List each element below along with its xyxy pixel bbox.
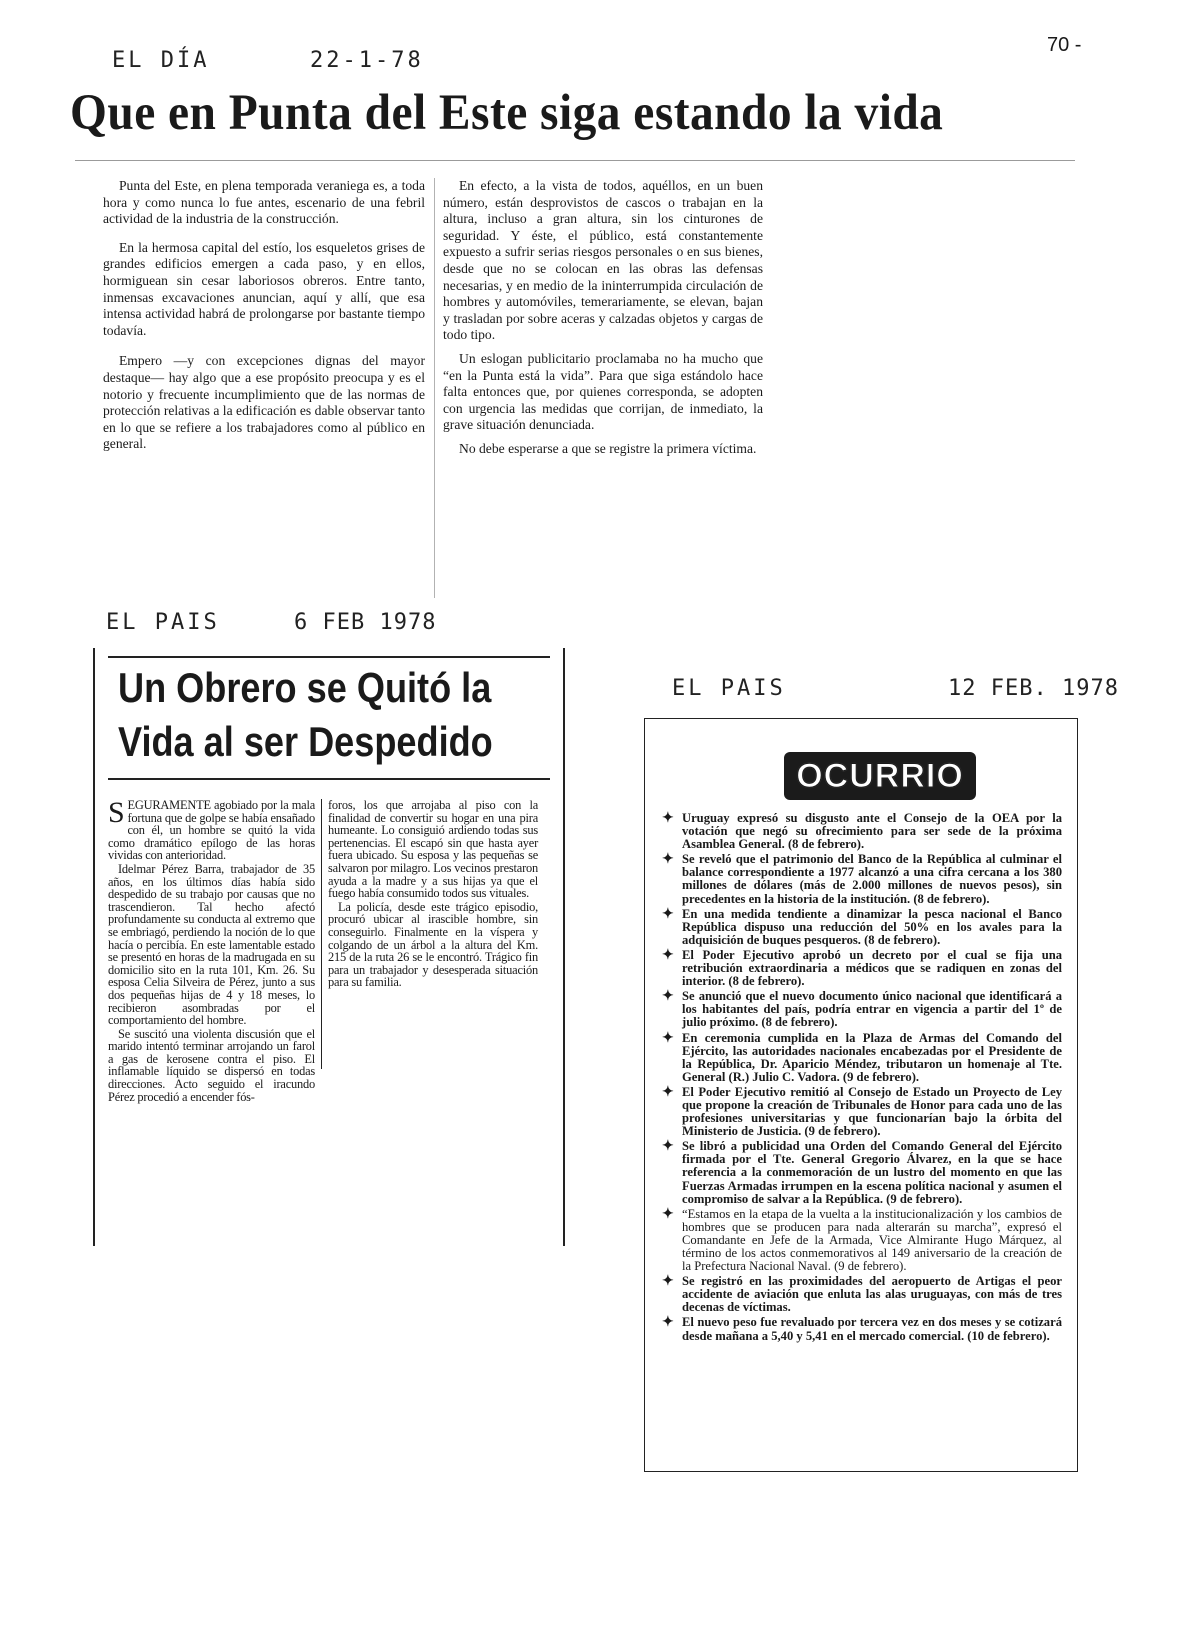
clip1-col1-paragraph: Punta del Este, en plena temporada veraniega es, a toda hora y como nunca lo fue antes, escenario de una febril actividad de la industria de la construcción.: [103, 178, 425, 227]
clip2-column-1: [108, 796, 315, 1104]
cross-bullet-icon: ✦: [662, 1139, 674, 1155]
cross-bullet-icon: ✦: [662, 1030, 674, 1046]
clip2-headline-bottom-rule: [108, 778, 550, 780]
clip3-list: [648, 812, 1062, 1345]
clip2-column-2: [328, 799, 538, 990]
cross-bullet-icon: ✦: [662, 989, 674, 1005]
clip2-lead-paragraph: EGURAMENTE agobiado por la mala fortuna que de golpe se había ensañado con él, un hombre se quitó la vida como dramático epílogo de las horas vividas con anterioridad.: [108, 798, 315, 863]
clip3-title-badge: [784, 752, 976, 800]
clip1-column-divider: [434, 178, 435, 598]
clip3-item: ✦ “Estamos en la etapa de la vuelta a la institucionalización y los cambios de hombres que se producen para nada alterarán su marcha”, expresó el Comandante en Jefe de la Armada, Vice Almirante Hugo Márquez, al término de los actos conmemorativos al 149 aniversario de la creación de la Prefectura Nacional Naval. (9 de febrero).: [662, 1206, 1062, 1274]
clip2-col2-paragraph: foros, los que arrojaba al piso con la finalidad de convertir su hogar en una pira humeante. Lo consiguió ardiendo todas sus pertenencias. El escapó sin que hasta ayer fuera ubicado. Su esposa y las pequeñas se salvaron por milagro. Los vecinos prestaron ayuda a la madre y a sus hijas ya que el fuego había consumido todos sus vituales.: [328, 798, 538, 901]
clip3-item: ✦ El Poder Ejecutivo aprobó un decreto por el cual se fija una retribución extraordinaria a médicos que se radiquen en zonas del interior. (8 de febrero).: [662, 947, 1062, 989]
clip2-source: EL PAIS: [106, 610, 220, 635]
clip2-col1-paragraph: Se suscitó una violenta discusión que el marido intentó terminar arrojando un farol a gas de kerosene contra el piso. El inflamable líquido se dispersó en todas direcciones. Acto seguido el iracundo Pérez procedió a encender fós-: [108, 1026, 315, 1104]
clip1-col2-paragraph: Un eslogan publicitario proclamaba no ha mucho que “en la Punta está la vida”. Para que siga estándolo hace falta entonces que, por quienes corresponda, se adopten con urgencia las medidas que corrijan, de inmediato, la grave situación denunciada.: [443, 350, 763, 433]
clip1-column-2: [443, 178, 763, 465]
clip3-source: EL PAIS: [672, 676, 786, 701]
clip3-date: 12 FEB. 1978: [948, 676, 1119, 701]
cross-bullet-icon: ✦: [662, 1315, 674, 1331]
cross-bullet-icon: ✦: [662, 1206, 674, 1222]
clip2-headline-rule: [108, 656, 550, 658]
cross-bullet-icon: ✦: [662, 1274, 674, 1290]
clip3-item: ✦ En una medida tendiente a dinamizar la pesca nacional el Banco República dispuso una reducción del 50% en los avales para la adquisición de buques pesqueros. (8 de febrero).: [662, 906, 1062, 947]
clip2-headline-line-2: Vida al ser Despedido: [118, 718, 493, 765]
clip2-col1-paragraph: Idelmar Pérez Barra, trabajador de 35 años, en los últimos días había sido despedido de su trabajo por causas que no trascendieron. Tal hecho afectó profundamente su conducta al extremo que se embriagó, perdiendo la noción de lo que hacía o percibía. En este lamentable estado se presentó en horas de la madrugada en su domicilio sito en la ruta 101, Km. 26. Su esposa Celia Silveira de Pérez, junto a sus dos pequeñas hijas de 4 y 18 meses, lo recibieron asombradas por el comportamiento del hombre.: [108, 861, 315, 1028]
cross-bullet-icon: ✦: [662, 947, 674, 963]
clip1-headline: Que en Punta del Este siga estando la vida: [70, 85, 944, 141]
clip3-item: ✦ Se anunció que el nuevo documento único nacional que identificará a los habitantes del país, podría entrar en vigencia a partir del 1º de julio próximo. (8 de febrero).: [662, 989, 1062, 1030]
clip1-column-1: [103, 178, 425, 460]
clip2-date: 6 FEB 1978: [294, 610, 437, 635]
clip1-date: 22-1-78: [310, 48, 424, 73]
clip1-col1-paragraph: Empero —y con excepciones dignas del mayor destaque— hay algo que a ese propósito preocupa y es el notorio y frecuente incumplimiento que de las normas de protección relativas a la edificación es dable observar tanto en lo que se refiere a los trabajadores como al público en general.: [103, 353, 425, 452]
clip1-col2-paragraph: En efecto, a la vista de todos, aquéllos, en un buen número, están desprovistos de cascos o trabajan en la altura, incluso a gran altura, sin los cinturones de seguridad. Y éste, el público, está constantemente expuesto a sufrir serias riesgos personales o en sus bienes, desde que no se colocan en las obras las defensas necesarias, y en medio de la ininterrumpida circulación de hombres y automóviles, temerariamente, se elevan, bajan y trasladan por sobre aceras y calzadas objetos y cargas de todo tipo.: [443, 178, 763, 343]
clip1-col2-paragraph: No debe esperarse a que se registre la primera víctima.: [459, 440, 757, 456]
clip2-col2-paragraph: La policía, desde este trágico episodio, procuró ubicar al irascible hombre, sin conseguirlo. Finalmente en la víspera y colgando de un árbol a la altura del Km. 215 de la ruta 26 se le encontró. Trágico fin para un trabajador y desesperada situación para su familia.: [328, 899, 538, 990]
clip1-source: EL DÍA: [112, 48, 210, 73]
clip3-item: ✦ En ceremonia cumplida en la Plaza de Armas del Comando del Ejército, las autoridades nacionales encabezadas por el Presidente de la República, Dr. Aparicio Méndez, tributaron un homenaje al Tte. General (R.) Julio C. Vadora. (9 de febrero).: [662, 1030, 1062, 1084]
clip3-item: ✦ El nuevo peso fue revaluado por tercera vez en dos meses y se cotizará desde mañana a 5,40 y 5,41 en el mercado comercial. (10 de febrero).: [662, 1315, 1062, 1343]
clip2-column-divider: [321, 799, 322, 1069]
clip3-title: OCURRIO: [796, 756, 964, 795]
cross-bullet-icon: ✦: [662, 906, 674, 922]
clip3-item: ✦ Se libró a publicidad una Orden del Comando General del Ejército firmada por el Tte. General Gregorio Álvarez, en la que se hace referencia a la conmemoración de un lustro del momento en que las Fuerzas Armadas irrumpen en la escena política nacional y asumen el compromiso de salvar a la República. (9 de febrero).: [662, 1139, 1062, 1206]
cross-bullet-icon: ✦: [662, 1084, 674, 1100]
clip1-col1-paragraph: En la hermosa capital del estío, los esqueletos grises de grandes edificios emergen a cada paso, y en ellos, hormiguean sin cesar laboriosos obreros. Entre tanto, inmensas excavaciones anuncian, aquí y allí, que esa intensa actividad habrá de prolongarse por bastante tiempo todavía.: [103, 239, 425, 338]
clip2-dropcap: S: [108, 796, 125, 829]
clip3-item: ✦ Se registró en las proximidades del aeropuerto de Artigas el peor accidente de aviación que enluta las alas uruguayas, con más de tres decenas de víctimas.: [662, 1274, 1062, 1315]
cross-bullet-icon: ✦: [662, 811, 674, 826]
clip3-item: ✦ Se reveló que el patrimonio del Banco de la República al culminar el balance correspondiente a 1977 alcanzó a una cifra cercana a los 380 millones de dólares (más de 2.000 millones de nuevos pesos), sin precedentes en la historia de la institución. (8 de febrero).: [662, 852, 1062, 906]
clip2-headline-line-1: Un Obrero se Quitó la: [118, 664, 492, 711]
page-number: 70 -: [1047, 34, 1082, 56]
clip3-item: ✦ El Poder Ejecutivo remitió al Consejo de Estado un Proyecto de Ley que propone la creación de Tribunales de Honor para cada uno de las profesiones universitarias y que funcionarían bajo la órbita del Ministerio de Justicia. (9 de febrero).: [662, 1084, 1062, 1139]
clip1-top-rule: [75, 160, 1075, 161]
cross-bullet-icon: ✦: [662, 852, 674, 868]
clip3-item: ✦ Uruguay expresó su disgusto ante el Consejo de la OEA por la votación que negó su ofrecimiento para ser sede de la próxima Asamblea General. (8 de febrero).: [662, 811, 1062, 852]
